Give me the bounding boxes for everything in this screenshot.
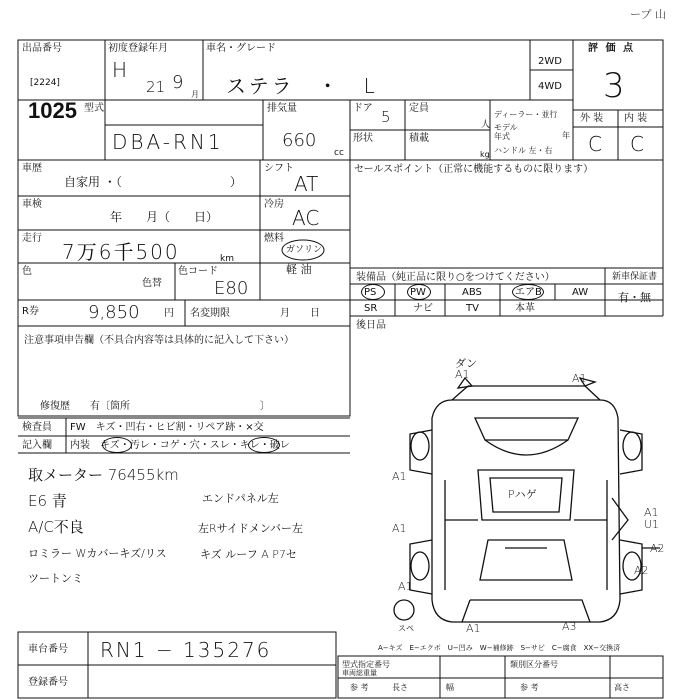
name-change-label: 名変期限 — [190, 308, 230, 319]
ref2-label: 参 考 — [520, 683, 539, 692]
mark-right-upper: A1 — [644, 506, 659, 519]
mark-left-upper: A1 — [392, 470, 407, 483]
new-car-value: 有・無 — [618, 291, 651, 304]
drive-2wd: 2WD — [538, 56, 562, 67]
car-name: ステラ ・ L — [226, 74, 378, 98]
equip-abs: ABS — [462, 287, 482, 298]
mark-hood: Pハゲ — [508, 488, 537, 501]
fuel-gas: ガソリン — [286, 245, 323, 255]
equip-leather: 本革 — [515, 303, 535, 314]
inspection-label: 車検 — [22, 199, 42, 210]
lot-number: 1025 — [28, 98, 77, 123]
inspector-label: 検査員 — [22, 422, 52, 433]
note-end-panel: エンドパネル左 — [202, 492, 279, 505]
model-year-label: モデル 年式 — [494, 123, 518, 141]
capacity-label: 定員 — [409, 103, 429, 114]
mileage-value: 7万6千500 — [62, 240, 180, 264]
scratch-circle — [102, 437, 132, 453]
ref1-label: 参 考 — [350, 683, 369, 692]
notice-label: 注意事項申告欄（不具合内容等は具体的に記入して下さい） — [24, 335, 294, 346]
corner-fragment: ープ 山 — [630, 8, 666, 21]
displacement-label: 排気量 — [267, 103, 297, 114]
note-roof: キズ ルーフ A P7セ — [200, 548, 297, 561]
registration-label: 登録番号 — [28, 677, 68, 688]
month-unit: 月 — [191, 90, 199, 99]
damage-legend: A−キズ E−エクボ U−凹み W−補修跡 S−サビ C−腐食 XX−交換済 — [378, 644, 621, 652]
mark-top-left: ダン A1 — [455, 357, 478, 381]
first-reg-label: 初度登録年月 — [108, 43, 168, 54]
lot-code: [2224] — [30, 78, 60, 88]
shift-value: AT — [294, 172, 319, 196]
exterior-label: 外 装 — [580, 113, 604, 124]
scuff-circle — [248, 437, 280, 453]
eval-score: 3 — [603, 66, 625, 106]
note-color: E6 青 — [28, 492, 67, 510]
new-car-label: 新車保証書 — [612, 272, 658, 282]
era-value: H — [112, 58, 128, 82]
mileage-unit: km — [220, 254, 234, 264]
note-mirror: ロミラー Wカバーキズ/リス — [28, 547, 167, 560]
mark-bottom-right: A3 — [562, 620, 577, 633]
mark-top-right: A1 — [572, 372, 587, 385]
equip-sr: SR — [364, 303, 378, 314]
chassis-value: RN1 − 135276 — [100, 638, 272, 662]
mark-left-lower: A1 — [398, 580, 413, 593]
year-unit: 年 — [562, 131, 570, 140]
equip-aw: AW — [572, 287, 589, 298]
dealer-label: ディーラー・並行 — [494, 110, 558, 119]
chassis-label: 車台番号 — [28, 644, 68, 655]
recycle-unit: 円 — [164, 308, 174, 319]
equip-navi: ナビ — [413, 303, 433, 314]
door-label: ドア — [353, 103, 373, 114]
lot-label: 出品番号 — [22, 43, 62, 54]
ac-value: AC — [292, 206, 320, 230]
ac-label: 冷房 — [264, 199, 284, 210]
equip-pw-circle — [407, 284, 431, 300]
fuel-label: 燃料 — [264, 233, 284, 244]
displacement-value: 660 — [282, 130, 317, 151]
interior-row: 内装 キズ・汚レ・コゲ・穴・スレ・キレ・破レ — [70, 440, 290, 451]
load-unit: kg — [480, 150, 490, 159]
length-label: 長さ — [392, 683, 408, 692]
inspection-value: 年 月（ 日） — [110, 210, 219, 224]
interior-grade: C — [630, 132, 644, 156]
fuel-light: 軽 油 — [286, 263, 312, 276]
width-label: 幅 — [446, 683, 454, 692]
name-change-value: 月 日 — [280, 308, 320, 319]
interior-label: 内 装 — [624, 113, 648, 124]
recycle-value: 9,850 — [88, 302, 140, 323]
mark-right-lower: A2 — [634, 564, 649, 577]
color-code-value: E80 — [214, 278, 249, 299]
vehicle-weight-label: 車両総重量 — [342, 669, 377, 677]
load-label: 積載 — [409, 133, 429, 144]
model-value: DBA-RN1 — [112, 130, 224, 154]
drive-4wd: 4WD — [538, 81, 562, 92]
class-number-label: 類別区分番号 — [510, 660, 558, 669]
type-designation-label: 型式指定番号 — [342, 660, 390, 669]
fill-label: 記入欄 — [22, 440, 52, 451]
equip-tv: TV — [466, 303, 479, 314]
shift-label: シフト — [264, 163, 294, 174]
equip-airbag: エアB — [515, 287, 542, 298]
color-code-label: 色コード — [178, 266, 218, 277]
capacity-unit: 人 — [481, 120, 491, 130]
equip-pw: PW — [410, 287, 426, 298]
mark-right-note: U1 — [644, 518, 660, 531]
history-label: 車歴 — [22, 163, 42, 174]
color-change-label: 色替 — [142, 278, 162, 289]
shape-label: 形状 — [353, 133, 373, 144]
note-meter: 取メーター 76455km — [28, 466, 179, 484]
next-day-label: 後日品 — [356, 320, 386, 331]
month-value: 9 — [172, 72, 184, 93]
equip-ps-circle — [361, 284, 385, 300]
door-value: 5 — [381, 108, 391, 126]
recycle-label: R券 — [22, 306, 39, 317]
equip-airbag-circle — [512, 284, 544, 300]
mark-right-mid: A2 — [650, 542, 665, 555]
fw-row: FW キズ・凹右・ヒビ割・リペア跡・×交 — [70, 422, 264, 433]
history-value: 自家用 ・（ ） — [64, 175, 242, 189]
car-label: 車名・グレード — [206, 43, 276, 54]
eval-label: 評 価 点 — [588, 43, 635, 54]
handle-label: ハンドル 左・右 — [494, 146, 553, 155]
model-label: 型式 — [84, 103, 104, 114]
note-side-member: 左Rサイドメンバー左 — [198, 522, 303, 535]
mileage-label: 走行 — [22, 233, 42, 244]
sales-label: セールスポイント（正常に機能するものに限ります） — [354, 164, 594, 175]
equip-ps: PS — [364, 287, 377, 298]
color-label: 色 — [22, 266, 32, 277]
mark-left-mid: A1 — [392, 522, 407, 535]
displacement-unit: cc — [334, 148, 344, 158]
mark-spare: スペ — [398, 624, 414, 633]
note-twotone: ツートンミ — [28, 572, 83, 585]
equip-label: 装備品（純正品に限り○をつけてください） — [356, 272, 555, 283]
mark-bottom-mid: A1 — [466, 622, 481, 635]
repair-label: 修復歴 有〔箇所 〕 — [40, 401, 270, 412]
year-value: 21 — [146, 78, 166, 96]
note-ac: A/C不良 — [28, 518, 84, 536]
height-label: 高さ — [614, 683, 630, 692]
exterior-grade: C — [588, 132, 602, 156]
